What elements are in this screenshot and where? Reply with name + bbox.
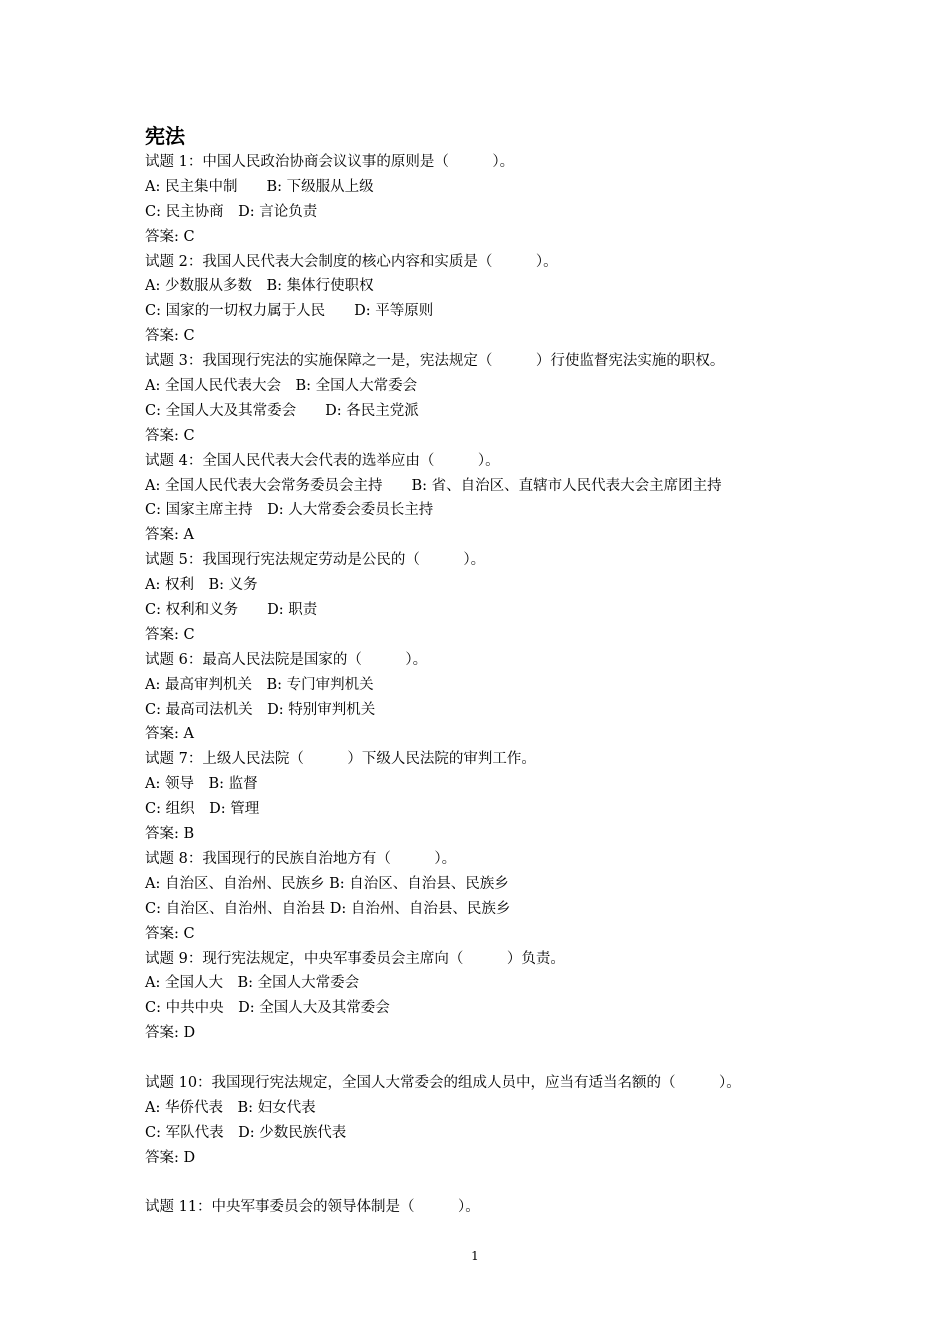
question-block-6	[145, 648, 825, 748]
question-block-5	[145, 548, 825, 648]
page-title: 宪法	[145, 124, 185, 148]
question-text: 试题 10：我国现行宪法规定，全国人大常委会的组成人员中，应当有适当名额的（ ）。	[145, 1074, 741, 1091]
options-cd: C: 中共中央 D: 全国人大及其常委会	[145, 1000, 390, 1017]
question-text: 试题 1：中国人民政治协商会议议事的原则是（ ）。	[145, 154, 515, 170]
page-number: 1	[471, 1249, 479, 1263]
options-cd: C: 军队代表 D: 少数民族代表	[145, 1124, 347, 1141]
blank-line	[145, 1046, 825, 1071]
question-block-1	[145, 150, 825, 250]
options-ab: A: 权利 B: 义务	[145, 577, 258, 594]
options-ab: A: 全国人民代表大会常务委员会主持 B: 省、自治区、直辖市人民代表大会主席团主持	[145, 477, 722, 494]
options-cd: C: 组织 D: 管理	[145, 801, 260, 818]
answer: 答案: C	[145, 626, 195, 643]
question-text: 试题 5：我国现行宪法规定劳动是公民的（ ）。	[145, 552, 486, 569]
question-text: 试题 8：我国现行的民族自治地方有（ ）。	[145, 850, 457, 867]
question-text: 试题 3：我国现行宪法的实施保障之一是，宪法规定（ ）行使监督宪法实施的职权。	[145, 353, 725, 370]
question-text: 试题 9：现行宪法规定，中央军事委员会主席向（ ）负责。	[145, 950, 565, 967]
question-text: 试题 7：上级人民法院（ ）下级人民法院的审判工作。	[145, 751, 536, 768]
options-cd: C: 权利和义务 D: 职责	[145, 602, 318, 619]
question-block-11	[145, 1195, 825, 1220]
options-cd: C: 全国人大及其常委会 D: 各民主党派	[145, 402, 419, 419]
question-text: 试题 4：全国人民代表大会代表的选举应由（ ）。	[145, 452, 500, 469]
answer: 答案: A	[145, 726, 194, 743]
question-block-9	[145, 947, 825, 1047]
question-text: 试题 2：我国人民代表大会制度的核心内容和实质是（ ）。	[145, 253, 558, 270]
answer: 答案: C	[145, 228, 195, 245]
options-ab: A: 少数服从多数 B: 集体行使职权	[145, 278, 374, 295]
answer: 答案: C	[145, 328, 195, 345]
question-block-2	[145, 250, 825, 350]
answer: 答案: C	[145, 925, 195, 942]
options-ab: A: 华侨代表 B: 妇女代表	[145, 1099, 316, 1116]
options-cd: C: 民主协商 D: 言论负责	[145, 203, 318, 220]
question-block-7	[145, 747, 825, 847]
question-text: 试题 11：中央军事委员会的领导体制是（ ）。	[145, 1199, 480, 1216]
options-cd: C: 国家主席主持 D: 人大常委会委员长主持	[145, 502, 434, 519]
question-block-8	[145, 847, 825, 947]
options-ab: A: 最高审判机关 B: 专门审判机关	[145, 676, 374, 693]
question-block-10	[145, 1071, 825, 1171]
answer: 答案: A	[145, 527, 194, 544]
options-ab: A: 领导 B: 监督	[145, 776, 258, 793]
answer: 答案: B	[145, 826, 195, 843]
answer: 答案: D	[145, 1025, 196, 1042]
options-cd: C: 最高司法机关 D: 特别审判机关	[145, 701, 376, 718]
question-block-4	[145, 449, 825, 549]
options-ab: A: 民主集中制 B: 下级服从上级	[145, 178, 374, 195]
answer: 答案: C	[145, 427, 195, 444]
options-ab: A: 全国人民代表大会 B: 全国人大常委会	[145, 378, 418, 395]
options-ab: A: 全国人大 B: 全国人大常委会	[145, 975, 360, 992]
document-content	[145, 122, 825, 1220]
blank-line	[145, 1171, 825, 1196]
question-block-3	[145, 349, 825, 449]
question-text: 试题 6：最高人民法院是国家的（ ）。	[145, 651, 428, 668]
options-cd: C: 国家的一切权力属于人民 D: 平等原则	[145, 303, 434, 320]
options-ab: A: 自治区、自治州、民族乡 B: 自治区、自治县、民族乡	[145, 875, 509, 892]
options-cd: C: 自治区、自治州、自治县 D: 自治州、自治县、民族乡	[145, 900, 511, 917]
answer: 答案: D	[145, 1149, 196, 1166]
